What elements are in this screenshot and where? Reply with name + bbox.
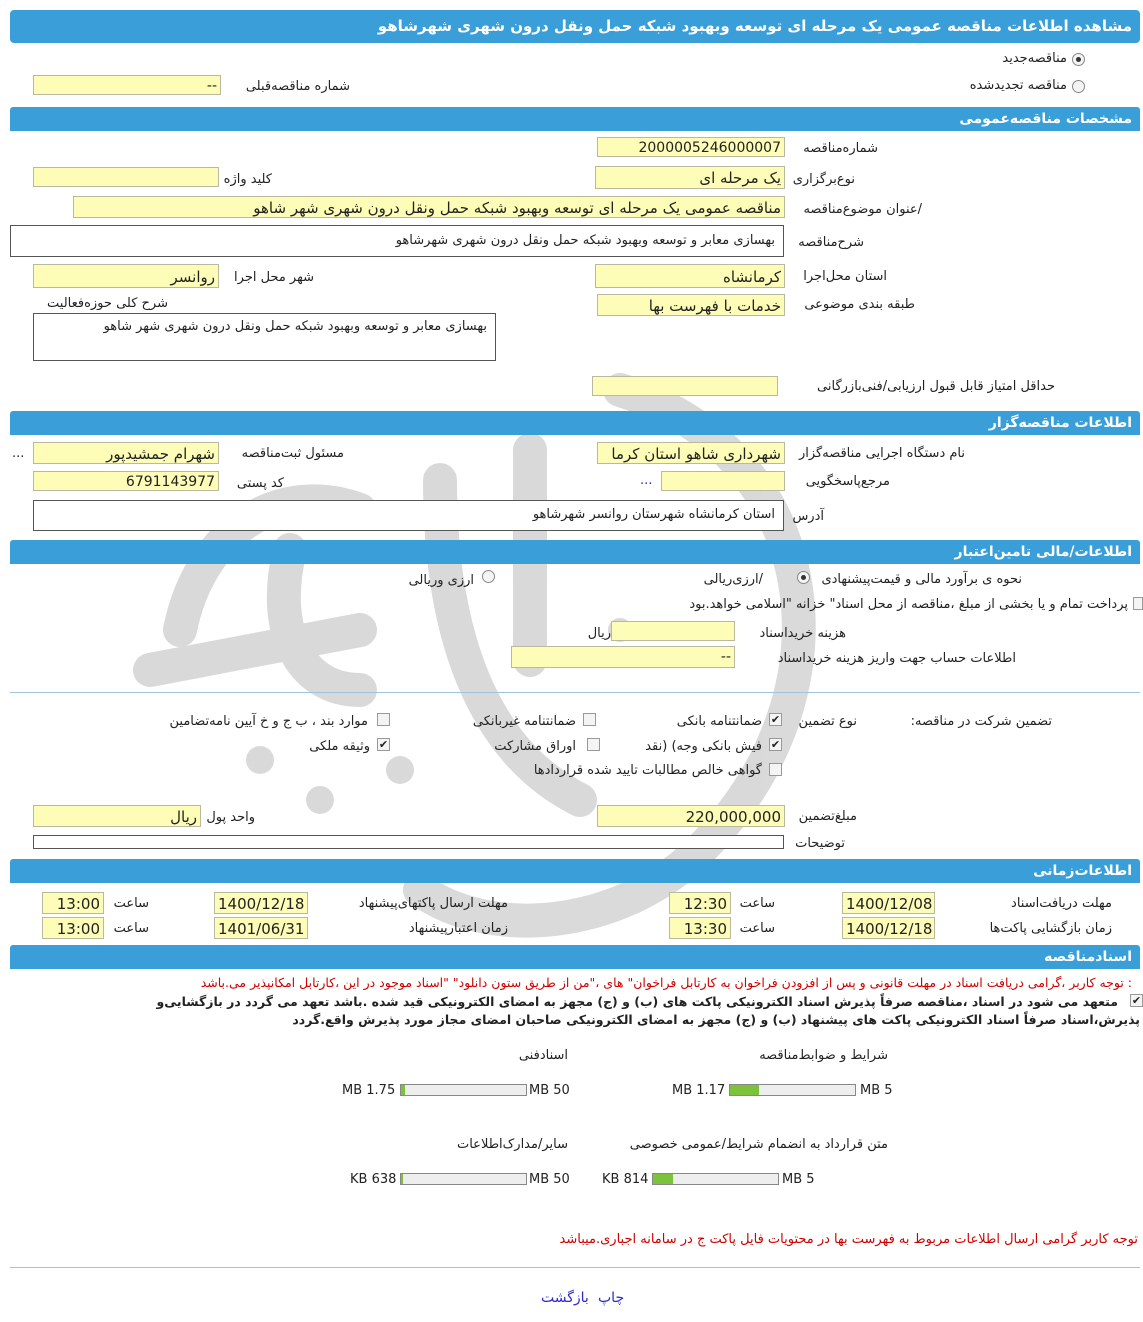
opening-date: 1400/12/18 <box>842 917 935 939</box>
price-list-notice: توجه کاربر گرامی ارسال اطلاعات مربوط به فهرست بها در محتویات فایل پاکت ج در سامانه اجباری.میباشد <box>559 1232 1138 1247</box>
file-technical-name[interactable]: اسنادفنی <box>518 1048 568 1063</box>
category-label: طبقه بندی موضوعی <box>804 297 915 312</box>
print-link[interactable]: چاپ <box>598 1290 625 1306</box>
renewed-tender-radio[interactable] <box>1072 80 1085 93</box>
validity-time-label: ساعت <box>113 921 149 936</box>
divider <box>10 692 1140 693</box>
postal-code-label: کد پستی <box>236 476 284 491</box>
organizer-field: شهرداری شاهو استان کرما <box>597 442 785 464</box>
address-box: استان کرمانشاه شهرستان روانسر شهرشاهو <box>33 500 784 531</box>
doc-fee-unit: ریال <box>587 626 611 641</box>
property-label: وثیقه ملکی <box>309 739 370 754</box>
holding-type-field: یک مرحله ای <box>595 166 785 189</box>
subject-label: /عنوان موضوع‌مناقصه <box>803 202 922 217</box>
property-checkbox[interactable]: ✔ <box>378 738 389 751</box>
validity-date: 1401/06/31 <box>214 917 308 939</box>
bank-receipt-label: فیش بانکی وجه) (نقد <box>645 739 762 754</box>
file-technical-progress <box>400 1084 527 1096</box>
holding-type-label: نوع‌برگزاری <box>792 172 855 187</box>
bonds-label: اوراق مشارکت <box>494 739 576 754</box>
submit-deadline-date: 1400/12/18 <box>214 892 308 914</box>
guarantee-label: تضمین شرکت در مناقصه: <box>910 714 1052 729</box>
account-info-label: اطلاعات حساب جهت واریز هزینه خریداسناد <box>777 651 1016 666</box>
province-label: استان محل‌اجرا <box>803 269 887 284</box>
fx-rial-label: ارزی وریالی <box>408 573 474 588</box>
city-label: شهر محل اجرا <box>234 270 314 285</box>
new-tender-radio[interactable] <box>1072 53 1085 66</box>
regulation-items-label: موارد بند ، ب ج و خ آیین نامه‌تضامین <box>169 714 368 729</box>
new-tender-label: مناقصه‌جدید <box>1002 51 1067 66</box>
commitment-line-2: پذیرش،اسناد صرفاً اسناد الکترونیکی پاکت های پیشنهاد (ب) و (ج) مجهز به امضای الکترونیکی صاحبان امضای مجاز مورد پذیرش واقع.گردد <box>292 1012 1140 1027</box>
file-contract-max: 5 MB <box>782 1172 815 1187</box>
notes-box <box>33 835 784 849</box>
reference-link[interactable]: ... <box>640 473 653 488</box>
file-conditions-size: 1.17 MB <box>672 1083 726 1098</box>
guarantee-amount-label: مبلغ‌تضمین <box>798 809 857 824</box>
rial-fx-radio[interactable] <box>797 571 810 584</box>
treasury-checkbox[interactable] <box>1133 597 1143 610</box>
doc-deadline-label: مهلت دریافت‌اسناد <box>1011 896 1112 911</box>
nonbank-guarantee-label: ضمانتنامه غیربانکی <box>472 714 576 729</box>
validity-time: 13:00 <box>42 917 104 939</box>
notes-label: توضیحات <box>795 836 845 851</box>
file-other-name[interactable]: سایر/مدارک‌اطلاعات <box>456 1137 568 1152</box>
claims-certificate-label: گواهی خالص مطالبات تایید شده قراردادها <box>533 763 762 778</box>
more-link[interactable]: ... <box>12 446 25 461</box>
nonbank-guarantee-checkbox[interactable] <box>583 713 596 726</box>
file-technical-size: 1.75 MB <box>342 1083 396 1098</box>
currency-field: ریال <box>33 805 201 827</box>
bank-guarantee-checkbox[interactable]: ✔ <box>770 713 781 726</box>
tender-number-label: شماره‌مناقصه <box>803 141 878 156</box>
file-contract-size: 814 KB <box>602 1172 649 1187</box>
description-box: بهسازی معابر و توسعه وبهبود شبکه حمل ونقل درون شهری شهرشاهو <box>10 225 784 257</box>
treasury-text: پرداخت تمام و یا بخشی از مبلغ ،مناقصه از محل اسناد" خزانه "اسلامی خواهد.بود <box>689 597 1128 612</box>
subject-field: مناقصه عمومی یک مرحله ای توسعه وبهبود شبکه حمل ونقل درون شهری شهر شاهو <box>73 196 785 218</box>
file-other-progress <box>400 1173 527 1185</box>
file-contract-progress <box>652 1173 779 1185</box>
validity-label: زمان اعتبارپیشنهاد <box>408 921 508 936</box>
download-notice: : توجه کاربر ،گرامی دریافت اسناد در مهلت قانونی و پس از افزودن فراخوان به کارتابل فراخوان" های ،"من از طریق ستون دانلود" "اسناد موجود در این ،کارتابل امکانپذیر می.باشد <box>200 975 1132 990</box>
file-other-size: 638 KB <box>350 1172 397 1187</box>
page-title: مشاهده اطلاعات مناقصه عمومی یک مرحله ای توسعه وبهبود شبکه حمل ونقل درون شهری شهرشاهو <box>10 10 1140 43</box>
file-technical-max: 50 MB <box>529 1083 570 1098</box>
submit-deadline-time: 13:00 <box>42 892 104 914</box>
section-organizer-header: اطلاعات مناقصه‌گزار <box>10 411 1140 435</box>
opening-time: 13:30 <box>669 917 731 939</box>
section-documents-header: اسنادمناقصه <box>10 945 1140 969</box>
activity-scope-box: بهسازی معابر و توسعه وبهبود شبکه حمل ونقل درون شهری شهر شاهو <box>33 313 496 361</box>
officer-field: شهرام جمشیدپور <box>33 442 219 464</box>
reference-field <box>661 471 785 491</box>
account-info-field: -- <box>511 646 735 668</box>
province-field: کرمانشاه <box>595 264 785 288</box>
submit-time-label: ساعت <box>113 896 149 911</box>
opening-time-label: ساعت <box>739 921 775 936</box>
tender-number-field: 2000005246000007 <box>597 137 785 157</box>
doc-fee-field <box>611 621 735 641</box>
officer-label: مسئول ثبت‌مناقصه <box>241 446 344 461</box>
submit-deadline-label: مهلت ارسال پاکتهای‌پیشنهاد <box>358 896 508 911</box>
fx-rial-radio[interactable] <box>482 570 495 583</box>
doc-deadline-time: 12:30 <box>669 892 731 914</box>
guarantee-kind-label: نوع تضمین <box>798 714 857 729</box>
file-conditions-max: 5 MB <box>860 1083 893 1098</box>
description-label: شرح‌مناقصه <box>798 235 864 250</box>
renewed-tender-label: مناقصه تجدیدشده <box>969 78 1067 93</box>
file-other-max: 50 MB <box>529 1172 570 1187</box>
keyword-label: کلید واژه <box>223 172 272 187</box>
prev-number-field[interactable]: -- <box>33 75 221 95</box>
rial-fx-label: /ارزی‌ریالی <box>703 572 763 587</box>
bank-guarantee-label: ضمانتنامه بانکی <box>676 714 762 729</box>
doc-fee-label: هزینه خریداسناد <box>759 626 846 641</box>
file-contract-name[interactable]: متن قرارداد به انضمام شرایط/عمومی خصوصی <box>629 1137 888 1152</box>
commitment-checkbox[interactable]: ✔ <box>1131 994 1142 1007</box>
commitment-line-1: متعهد می شود در اسناد ،مناقصه صرفاً پذیرش اسناد الکترونیکی پاکت های (ب) و (ج) مجهز به امضای الکترونیکی قید شده .باشد تعهد می گردد در بازگشایی‌و <box>156 994 1118 1009</box>
doc-deadline-time-label: ساعت <box>739 896 775 911</box>
bonds-checkbox[interactable] <box>587 738 600 751</box>
min-score-label: حداقل امتیاز قابل قبول ارزیابی/فنی‌بازرگانی <box>817 379 1055 394</box>
city-field: روانسر <box>33 264 219 288</box>
keyword-field[interactable] <box>33 167 219 187</box>
postal-code-field: 6791143977 <box>33 471 219 491</box>
bank-receipt-checkbox[interactable]: ✔ <box>770 738 781 751</box>
footer-divider <box>10 1267 1140 1268</box>
opening-label: زمان بازگشایی پاکت‌ها <box>989 921 1112 936</box>
currency-label: واحد پول <box>206 810 255 825</box>
section-finance-header: اطلاعات/مالی تامین‌اعتبار <box>10 540 1140 564</box>
regulation-items-checkbox[interactable] <box>377 713 390 726</box>
reference-label: مرجع‌پاسخگویی <box>805 474 890 489</box>
back-link[interactable]: بازگشت <box>541 1290 589 1306</box>
estimate-label: نحوه ی برآورد مالی و قیمت‌پیشنهادی <box>821 572 1022 587</box>
prev-number-label: شماره مناقصه‌قبلی <box>245 79 350 94</box>
section-schedule-header: اطلاعات‌زمانی <box>10 859 1140 883</box>
section-general-header: مشخصات مناقصه‌عمومی <box>10 107 1140 131</box>
category-field: خدمات با فهرست بها <box>597 294 785 316</box>
file-conditions-progress <box>729 1084 856 1096</box>
address-label: آدرس <box>792 509 824 524</box>
file-conditions-name[interactable]: شرایط و ضوابط‌مناقصه <box>759 1048 888 1063</box>
doc-deadline-date: 1400/12/08 <box>842 892 935 914</box>
organizer-label: نام دستگاه اجرایی مناقصه‌گزار <box>798 446 965 461</box>
activity-scope-label: شرح کلی حوزه‌فعالیت <box>47 296 168 311</box>
min-score-field <box>592 376 778 396</box>
claims-certificate-checkbox[interactable] <box>769 763 782 776</box>
guarantee-amount-field: 220,000,000 <box>597 805 785 827</box>
